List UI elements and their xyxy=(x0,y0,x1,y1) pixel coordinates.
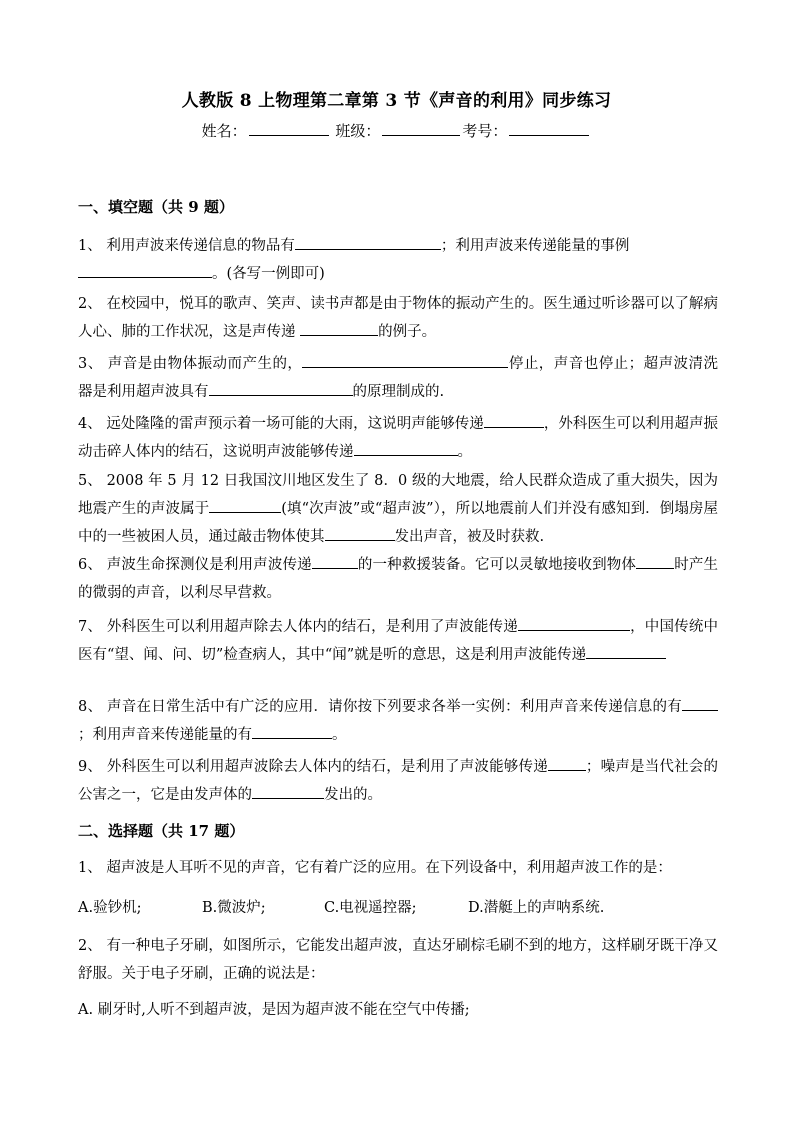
option-a[interactable]: A. 刷牙时,人听不到超声波，是因为超声波不能在空气中传播; xyxy=(78,1002,470,1018)
question-fill-8 xyxy=(78,693,718,749)
class-blank[interactable] xyxy=(382,121,460,136)
option-d[interactable]: D.潜艇上的声呐系统. xyxy=(468,900,605,916)
question-fill-2 xyxy=(78,290,718,346)
option-a[interactable]: A.验钞机; xyxy=(78,900,142,916)
name-label: 姓名： xyxy=(201,122,247,140)
section-choice-heading: 二、选择题（共 17 题） xyxy=(78,822,245,840)
q-text: 的一种救援装备。它可以灵敏地接收到物体 xyxy=(357,557,637,573)
q-text: 9、 外科医生可以利用超声波除去人体内的结石，是利用了声波能够传递 xyxy=(78,759,548,775)
question-fill-5 xyxy=(78,467,718,551)
q-text: 1、 利用声波来传递信息的物品有 xyxy=(78,238,295,254)
q-text: 。 xyxy=(457,444,472,460)
q-text: ；利用声波来传递能量的事例 xyxy=(440,238,630,254)
q-text: 2、 有一种电子牙刷，如图所示，它能发出超声波，直达牙刷棕毛刷不到的地方，这样刷牙既干净又舒服。关于电子牙刷，正确的说法是： xyxy=(78,938,718,982)
q-text: 的例子。 xyxy=(378,324,437,340)
question-choice-2 xyxy=(78,932,718,988)
class-label: 班级： xyxy=(335,122,381,140)
q-text: 7、 外科医生可以利用超声除去人体内的结石，是利用了声波能传递 xyxy=(78,619,518,635)
answer-blank[interactable] xyxy=(682,694,718,711)
answer-blank[interactable] xyxy=(78,261,212,278)
question-fill-7 xyxy=(78,613,718,669)
q-text: 发出的。 xyxy=(324,787,382,803)
q-text: 的原理制成的. xyxy=(352,384,445,400)
q-text: 停止，声音也停止；超声波清洗器是利用超声波具有 xyxy=(78,356,718,400)
q-text: ；利用声音来传递能量的有 xyxy=(78,727,252,743)
answer-blank[interactable] xyxy=(209,496,281,513)
q-text: 发出声音，被及时获救. xyxy=(394,529,545,545)
exam-label: 考号： xyxy=(462,122,508,140)
question-choice-1 xyxy=(78,854,718,882)
q-text: ；噪声是当代社会的公害之一，它是由发声体的 xyxy=(78,759,718,803)
q-text: 4、 远处隆隆的雷声预示着一场可能的大雨，这说明声能够传递 xyxy=(78,416,484,432)
q-text: (填“次声波”或“超声波”），所以地震前人们并没有感知到．倒塌房屋中的一些被困人员，通过敲击物体使其 xyxy=(78,501,719,545)
answer-blank[interactable] xyxy=(300,319,378,336)
q-text: ，外科医生可以利用超声振动击碎人体内的结石，这说明声波能够传递 xyxy=(78,416,718,460)
q-text: 8、 声音在日常生活中有广泛的应用．请你按下列要求各举一实例：利用声音来传递信息的有 xyxy=(78,699,682,715)
q-text: 6、 声波生命探测仪是利用声波传递 xyxy=(78,557,312,573)
question-fill-1 xyxy=(78,232,718,288)
question-fill-3 xyxy=(78,350,718,406)
question-fill-4 xyxy=(78,410,718,466)
answer-blank[interactable] xyxy=(518,614,630,631)
student-info-line xyxy=(0,120,793,141)
q-text: ，中国传统中医有“望、闻、问、切”检查病人，其中“闻”就是听的意思，这是利用声波能传递 xyxy=(78,619,719,663)
page-title: 人教版 8 上物理第二章第 3 节《声音的利用》同步练习 xyxy=(181,91,612,111)
q-text: 3、 声音是由物体振动而产生的， xyxy=(78,356,303,372)
answer-blank[interactable] xyxy=(295,233,441,250)
answer-blank[interactable] xyxy=(252,722,332,739)
section-fill-in-heading: 一、填空题（共 9 题） xyxy=(78,198,234,216)
choice-2-options xyxy=(78,996,718,1024)
option-b[interactable]: B.微波炉; xyxy=(202,900,266,916)
answer-blank[interactable] xyxy=(252,782,324,799)
exam-number-blank[interactable] xyxy=(509,121,589,136)
q-text: 2、 在校园中，悦耳的歌声、笑声、读书声都是由于物体的振动产生的。医生通过听诊器可以了解病人心、肺的工作状况，这是声传递 xyxy=(78,296,718,340)
q-text: 1、 超声波是人耳听不见的声音，它有着广泛的应用。在下列设备中，利用超声波工作的是： xyxy=(78,860,672,876)
answer-blank[interactable] xyxy=(354,439,458,456)
question-fill-6 xyxy=(78,551,718,607)
answer-blank[interactable] xyxy=(484,411,544,428)
answer-blank[interactable] xyxy=(312,552,358,569)
q-text: 。(各写一例即可) xyxy=(212,266,325,282)
q-text: 5、 2008 年 5 月 12 日我国汶川地区发生了 8．0 级的大地震，给人民群众造成了重大损失，因为地震产生的声波属于 xyxy=(78,473,718,517)
q-text: 时产生的微弱的声音，以利尽早营救。 xyxy=(78,557,719,601)
answer-blank[interactable] xyxy=(636,552,674,569)
name-blank[interactable] xyxy=(249,121,329,136)
answer-blank[interactable] xyxy=(325,524,395,541)
choice-1-options xyxy=(78,894,718,922)
answer-blank[interactable] xyxy=(548,754,586,771)
option-c[interactable]: C.电视遥控器; xyxy=(324,900,417,916)
answer-blank[interactable] xyxy=(209,379,353,396)
answer-blank[interactable] xyxy=(586,642,666,659)
answer-blank[interactable] xyxy=(302,351,508,368)
question-fill-9 xyxy=(78,753,718,809)
q-text: 。 xyxy=(332,727,347,743)
